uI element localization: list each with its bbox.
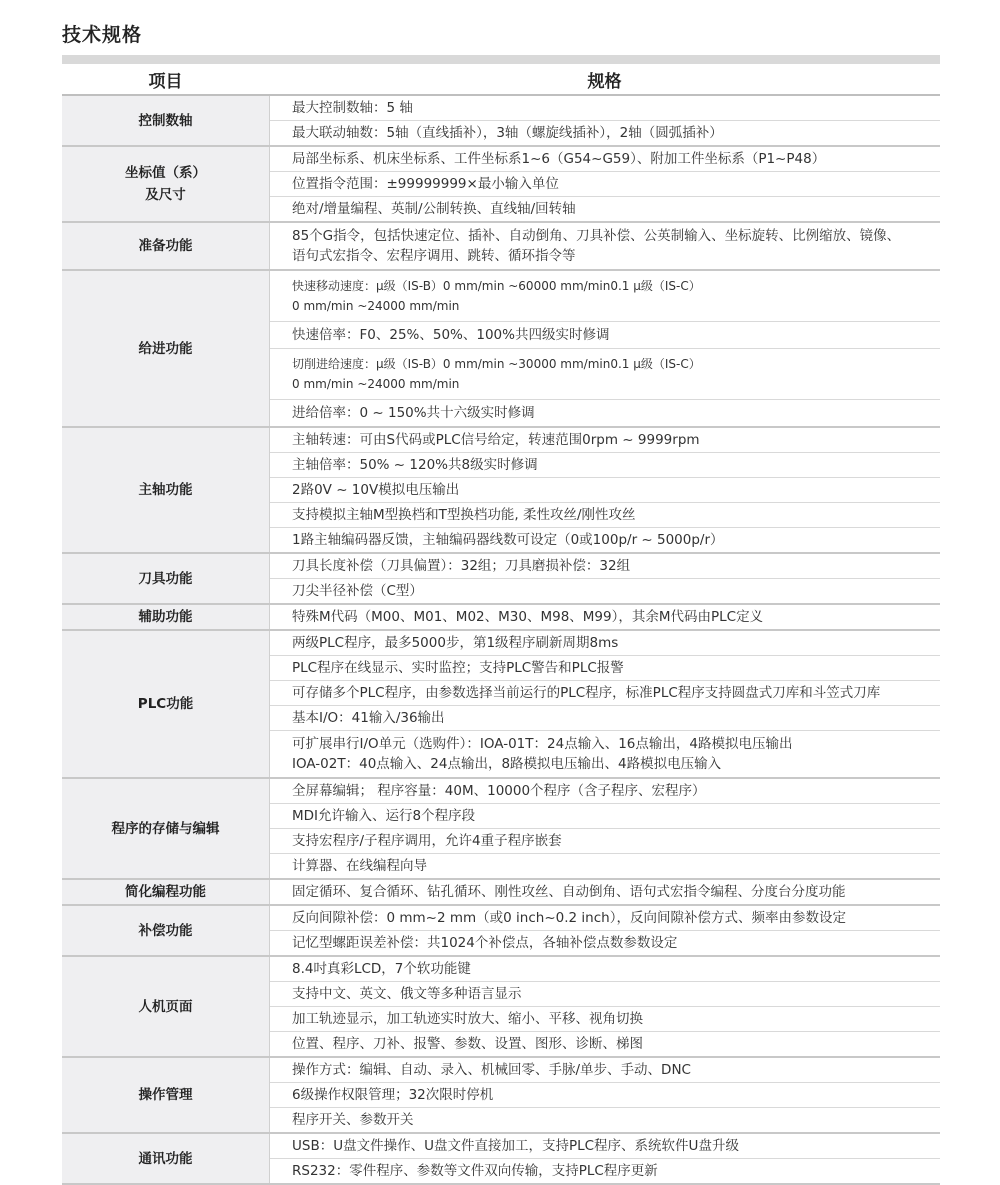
- spec-line: 绝对/增量编程、英制/公制转换、直线轴/回转轴: [292, 201, 576, 217]
- spec-group-label: 给进功能: [62, 271, 270, 426]
- spec-group-label: 准备功能: [62, 223, 270, 269]
- spec-line: PLC程序在线显示、实时监控；支持PLC警告和PLC报警: [270, 656, 940, 681]
- spec-group-lines: [270, 957, 940, 1056]
- spec-group-lines: [270, 428, 940, 552]
- spec-line: 快速倍率：F0、25%、50%、100%共四级实时修调: [270, 322, 940, 349]
- spec-line: 计算器、在线编程向导: [292, 858, 427, 874]
- table-body: [62, 96, 940, 1185]
- spec-table: [62, 55, 940, 1185]
- spec-group-lines: [270, 906, 940, 955]
- spec-group: [62, 1058, 940, 1134]
- header-item: 项目: [148, 71, 183, 92]
- spec-group-lines: [270, 605, 940, 629]
- spec-line: 快速移动速度：μ级（IS-B）0 mm/min ~60000 mm/min0.1 μ级（IS-C） 0 mm/min ~24000 mm/min: [270, 271, 940, 322]
- spec-line: 主轴倍率：50% ~ 120%共8级实时修调: [270, 453, 940, 478]
- spec-line: 刀具长度补偿（刀具偏置）：32组；刀具磨损补偿：32组: [270, 554, 940, 579]
- spec-group: [62, 906, 940, 957]
- spec-group-label: 补偿功能: [62, 906, 270, 955]
- spec-line: 基本I/O：41输入/36输出: [270, 706, 940, 731]
- spec-line: 8.4吋真彩LCD，7个软功能键: [270, 957, 940, 982]
- spec-line: 位置指令范围：±99999999×最小输入单位: [270, 172, 940, 197]
- spec-line: 1路主轴编码器反馈，主轴编码器线数可设定（0或100p/r ~ 5000p/r）: [292, 532, 724, 548]
- spec-line: 反向间隙补偿：0 mm~2 mm（或0 inch~0.2 inch），反向间隙补偿方式、频率由参数设定: [270, 906, 940, 931]
- spec-line: 进给倍率：0 ~ 150%共十六级实时修调: [292, 405, 535, 421]
- spec-group-lines: [270, 271, 940, 426]
- spec-group: [62, 554, 940, 605]
- spec-group-label: 操作管理: [62, 1058, 270, 1132]
- spec-line: 可存储多个PLC程序，由参数选择当前运行的PLC程序，标准PLC程序支持圆盘式刀库和斗笠式刀库: [270, 681, 940, 706]
- spec-line: 支持宏程序/子程序调用，允许4重子程序嵌套: [270, 829, 940, 854]
- page-title: 技术规格: [62, 24, 143, 46]
- spec-group: [62, 223, 940, 271]
- spec-line: 全屏幕编辑； 程序容量：40M、10000个程序（含子程序、宏程序）: [270, 779, 940, 804]
- spec-group: [62, 957, 940, 1058]
- spec-line: 操作方式：编辑、自动、录入、机械回零、手脉/单步、手动、DNC: [270, 1058, 940, 1083]
- spec-group: [62, 605, 940, 631]
- spec-group-label: 坐标值（系） 及尺寸: [62, 147, 270, 221]
- spec-group-lines: [270, 779, 940, 878]
- spec-line: 支持中文、英文、俄文等多种语言显示: [270, 982, 940, 1007]
- spec-line: 局部坐标系、机床坐标系、工件坐标系1~6（G54~G59）、附加工件坐标系（P1~P48）: [270, 147, 940, 172]
- spec-group-label: 简化编程功能: [62, 880, 270, 904]
- spec-line: 固定循环、复合循环、钻孔循环、刚性攻丝、自动倒角、语句式宏指令编程、分度台分度功能: [292, 884, 846, 900]
- spec-line: 2路0V ~ 10V模拟电压输出: [270, 478, 940, 503]
- spec-group-lines: [270, 554, 940, 603]
- spec-group-lines: [270, 96, 940, 145]
- spec-group: [62, 96, 940, 147]
- spec-group-label: 刀具功能: [62, 554, 270, 603]
- spec-group: [62, 779, 940, 880]
- spec-line: 特殊M代码（M00、M01、M02、M30、M98、M99），其余M代码由PLC定义: [292, 609, 764, 625]
- spec-group-label: 控制数轴: [62, 96, 270, 145]
- spec-line: 支持模拟主轴M型换档和T型换档功能, 柔性攻丝/刚性攻丝: [270, 503, 940, 528]
- spec-line: 最大控制数轴：5 轴: [270, 96, 940, 121]
- spec-line: RS232：零件程序、参数等文件双向传输，支持PLC程序更新: [292, 1163, 658, 1179]
- spec-group-lines: [270, 1058, 940, 1132]
- spec-group: [62, 271, 940, 428]
- spec-group: [62, 428, 940, 554]
- spec-group-label: 程序的存储与编辑: [62, 779, 270, 878]
- spec-line: 85个G指令，包括快速定位、插补、自动倒角、刀具补偿、公英制输入、坐标旋转、比例缩放、镜像、 语句式宏指令、宏程序调用、跳转、循环指令等: [292, 228, 901, 264]
- spec-group: [62, 147, 940, 223]
- spec-group-label: 通讯功能: [62, 1134, 270, 1183]
- spec-line: 可扩展串行I/O单元（选购件）：IOA-01T：24点输入、16点输出，4路模拟电压输出 IOA-02T：40点输入、24点输出，8路模拟电压输出、4路模拟电压输入: [292, 736, 793, 772]
- spec-group-lines: [270, 631, 940, 777]
- spec-group: [62, 880, 940, 906]
- spec-group: [62, 1134, 940, 1185]
- spec-group: [62, 631, 940, 779]
- spec-group-label: 主轴功能: [62, 428, 270, 552]
- spec-group-lines: [270, 223, 940, 269]
- spec-line: 两级PLC程序，最多5000步，第1级程序刷新周期8ms: [270, 631, 940, 656]
- spec-line: 记忆型螺距误差补偿：共1024个补偿点，各轴补偿点数参数设定: [292, 935, 678, 951]
- header-spec: 规格: [587, 71, 622, 92]
- spec-line: 6级操作权限管理；32次限时停机: [270, 1083, 940, 1108]
- spec-line: 程序开关、参数开关: [292, 1112, 414, 1128]
- spec-group-lines: [270, 880, 940, 904]
- table-top-bar: [62, 55, 940, 64]
- spec-line: MDI允许输入、运行8个程序段: [270, 804, 940, 829]
- spec-line: 切削进给速度：μ级（IS-B）0 mm/min ~30000 mm/min0.1 μ级（IS-C） 0 mm/min ~24000 mm/min: [270, 349, 940, 400]
- spec-group-label: 辅助功能: [62, 605, 270, 629]
- spec-line: 刀尖半径补偿（C型）: [292, 583, 423, 599]
- spec-group-label: PLC功能: [62, 631, 270, 777]
- spec-line: USB：U盘文件操作、U盘文件直接加工，支持PLC程序、系统软件U盘升级: [270, 1134, 940, 1159]
- spec-group-lines: [270, 147, 940, 221]
- spec-line: 最大联动轴数：5轴（直线插补），3轴（螺旋线插补），2轴（圆弧插补）: [292, 125, 723, 141]
- spec-line: 加工轨迹显示，加工轨迹实时放大、缩小、平移、视角切换: [270, 1007, 940, 1032]
- spec-group-label: 人机页面: [62, 957, 270, 1056]
- table-header: [62, 64, 940, 94]
- spec-line: 位置、程序、刀补、报警、参数、设置、图形、诊断、梯图: [292, 1036, 643, 1052]
- spec-line: 主轴转速：可由S代码或PLC信号给定，转速范围0rpm ~ 9999rpm: [270, 428, 940, 453]
- spec-group-lines: [270, 1134, 940, 1183]
